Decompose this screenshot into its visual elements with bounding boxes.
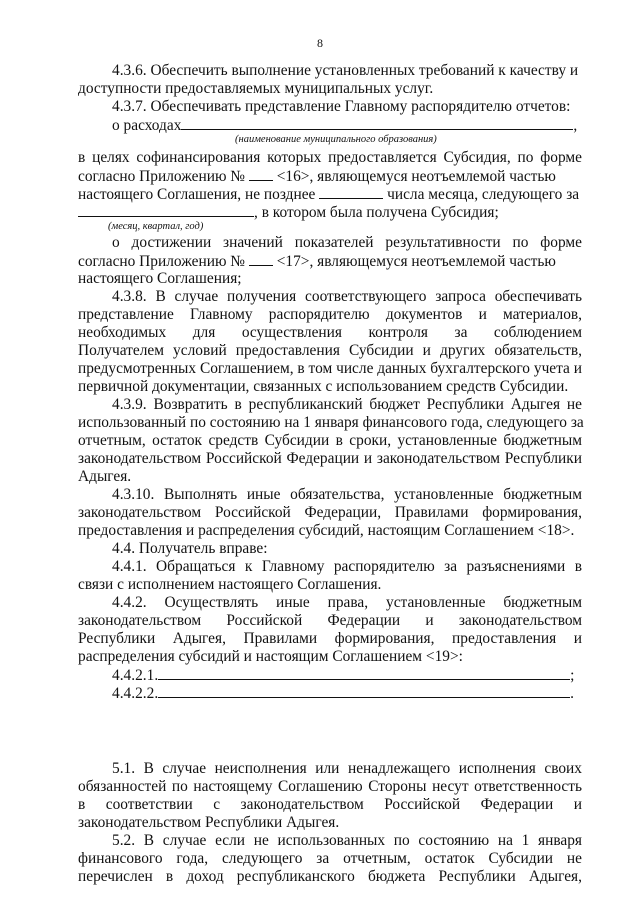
clause-4-3-10-line-1: 4.3.10. Выполнять иные обязательства, установленные бюджетным: [112, 486, 582, 503]
clause-4-3-9-line-2: использованный по состоянию на 1 января финансового года, следующего за: [78, 414, 584, 431]
clause-4-3-7-line-9: настоящего Соглашения;: [78, 270, 242, 287]
clause-4-3-7-line-8: согласно Приложению № <17>, являющемуся неотъемлемой частью: [78, 253, 556, 270]
page-number: 8: [317, 36, 323, 50]
municipality-name-blank: [181, 116, 573, 130]
municipality-caption: (наименование муниципального образования): [235, 134, 437, 145]
clause-4-3-9-line-3: отчетным, остаток средств Субсидии в сроки, установленные бюджетным: [78, 432, 582, 449]
clause-4-3-7-line-6: , в котором была получена Субсидия;: [78, 203, 582, 222]
clause-4-4-2-line-1: 4.4.2. Осуществлять иные права, установленные бюджетным: [112, 594, 582, 611]
clause-4-3-8-line-2: представление Главному распорядителю документов и материалов,: [78, 306, 582, 323]
clause-4-3-7-line-5: настоящего Соглашения, не позднее числа месяца, следующего за: [78, 186, 580, 203]
clause-5-1-line-2: обязанностей по настоящему Соглашению Стороны несут ответственность: [78, 778, 582, 795]
clause-5-1-line-1: 5.1. В случае неисполнения или ненадлежащего исполнения своих: [112, 760, 582, 777]
clause-4-4-2-line-2: законодательством Российской Федерации и законодательством: [78, 612, 582, 629]
clause-5-2-line-2: финансового года, следующего за отчетным, остаток Субсидии не: [78, 850, 582, 867]
clause-4-4-2-line-4: распределения субсидий и настоящим Соглашением <19>:: [78, 648, 463, 665]
clause-4-4-2-2: 4.4.2.2. .: [112, 685, 575, 702]
clause-4-4-2-line-3: Республики Адыгея, Правилами формирования, предоставления и: [78, 630, 582, 647]
clause-4-3-9-line-1: 4.3.9. Возвратить в республиканский бюджет Республики Адыгея не: [112, 396, 582, 413]
clause-4-4-2-2-blank: [158, 684, 570, 698]
clause-4-3-8-line-4: Получателем условий предоставления Субсидии и других обязательств,: [78, 342, 582, 359]
clause-4-3-10-line-2: законодательством Российской Федерации, Правилами формирования,: [78, 504, 582, 521]
expenses-label: о расходах: [112, 117, 182, 134]
clause-4-4-line-1: 4.4. Получатель вправе:: [112, 540, 268, 557]
clause-4-3-7-line-7: о достижении значений показателей результативности по форме: [112, 234, 582, 251]
clause-4-3-9-line-5: Адыгея.: [78, 468, 132, 485]
clause-4-3-8-line-1: 4.3.8. В случае получения соответствующего запроса обеспечивать: [112, 288, 582, 305]
day-number-blank: [319, 185, 383, 199]
clause-5-2-line-1: 5.2. В случае если не использованных по состоянию на 1 января: [112, 832, 582, 849]
clause-5-2-line-3: перечислен в доход республиканского бюджета Республики Адыгея,: [78, 868, 582, 885]
clause-4-3-7-line-1: 4.3.7. Обеспечивать представление Главному распорядителю отчетов:: [112, 98, 571, 115]
clause-5-1-line-3: в соответствии с законодательством Российской Федерации и: [78, 796, 582, 813]
clause-4-3-10-line-3: предоставления и распределения субсидий, настоящим Соглашением <18>.: [78, 522, 575, 539]
clause-4-3-7-line-2: о расходах ,: [112, 117, 578, 134]
appendix-number-blank-2: [249, 252, 273, 266]
clause-5-1-line-4: законодательством Республики Адыгея.: [78, 814, 340, 831]
period-blank: [78, 203, 254, 217]
clause-4-4-2-1-blank: [158, 666, 570, 680]
clause-4-3-9-line-4: законодательством Российской Федерации и законодательством Республики: [78, 450, 582, 467]
clause-4-4-2-1: 4.4.2.1. ;: [112, 667, 575, 684]
appendix-number-blank: [249, 167, 273, 181]
clause-4-4-1-line-2: связи с исполнением настоящего Соглашения.: [78, 576, 382, 593]
clause-4-3-7-line-4: согласно Приложению № <16>, являющемуся неотъемлемой частью: [78, 168, 556, 185]
clause-4-3-7-line-3: в целях софинансирования которых предоставляется Субсидия, по форме: [78, 149, 582, 166]
clause-4-3-6-line-2: доступности предоставляемых муниципальных услуг.: [78, 80, 434, 97]
clause-4-3-8-line-6: первичной документации, связанных с использованием средств Субсидии.: [78, 378, 569, 395]
clause-4-3-6-line-1: 4.3.6. Обеспечить выполнение установленных требований к качеству и: [112, 62, 579, 79]
period-caption: (месяц, квартал, год): [108, 221, 204, 232]
clause-4-4-1-line-1: 4.4.1. Обращаться к Главному распорядителю за разъяснениями в: [112, 558, 582, 575]
clause-4-3-8-line-5: предусмотренных Соглашением, в том числе данных бухгалтерского учета и: [78, 360, 582, 377]
clause-4-3-8-line-3: необходимых для осуществления контроля за соблюдением: [78, 324, 582, 341]
